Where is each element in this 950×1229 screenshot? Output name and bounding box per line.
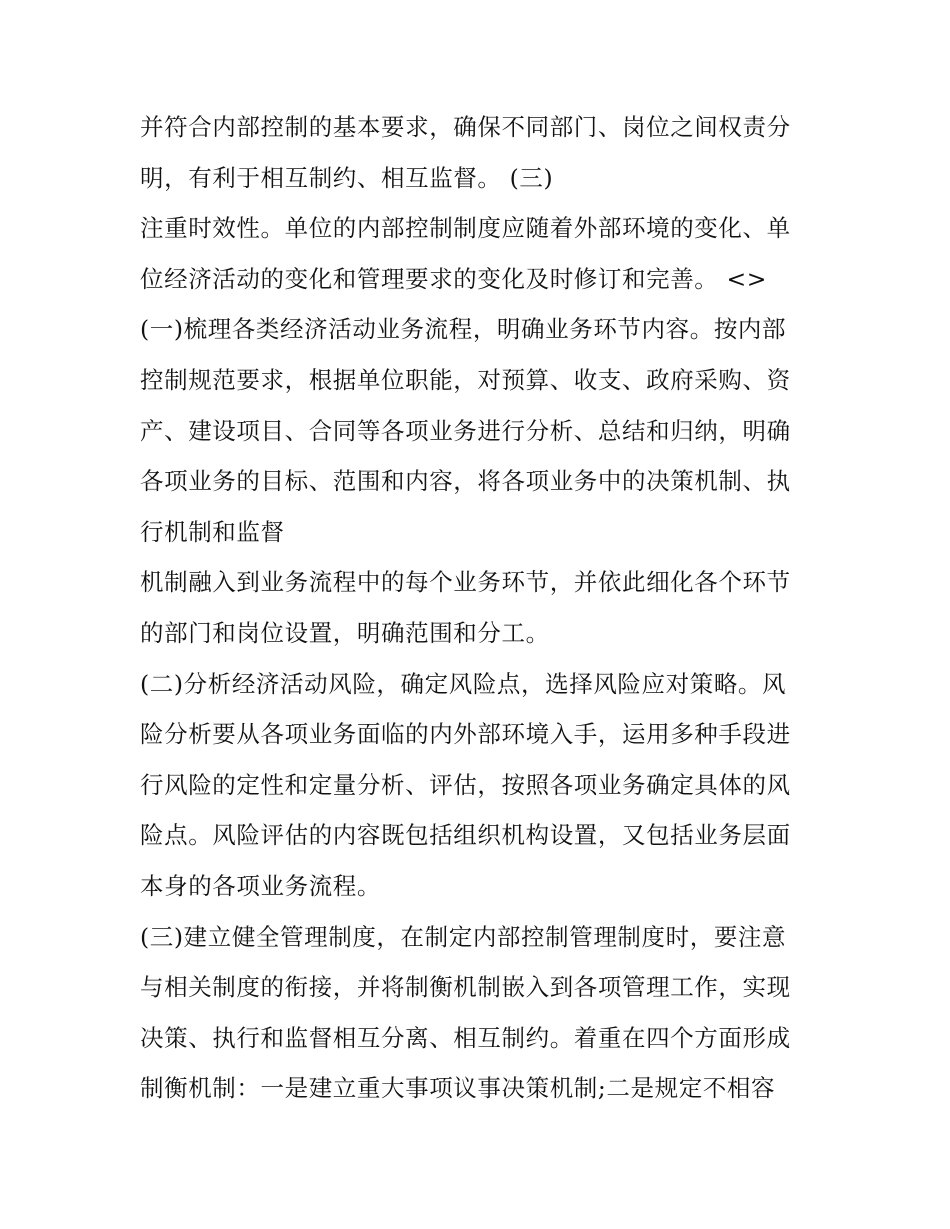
- text-line: (三)建立健全管理制度，在制定内部控制管理制度时，要注意: [140, 922, 787, 951]
- text-line: 行风险的定性和定量分析、评估，按照各项业务确定具体的风: [140, 770, 791, 799]
- text-line: 制衡机制：一是建立重大事项议事决策机制;二是规定不相容: [140, 1074, 776, 1103]
- text-line: 机制融入到业务流程中的每个业务环节，并依此细化各个环节: [140, 568, 791, 597]
- text-line: 各项业务的目标、范围和内容，将各项业务中的决策机制、执: [140, 467, 791, 496]
- text-line: 险分析要从各项业务面临的内外部环境入手，运用多种手段进: [140, 720, 791, 749]
- text-line: 的部门和岗位设置，明确范围和分工。: [140, 618, 550, 647]
- text-line: 明，有利于相互制约、相互监督。 (三): [140, 163, 554, 192]
- text-line: 并符合内部控制的基本要求，确保不同部门、岗位之间权责分: [140, 113, 791, 141]
- text-line: 注重时效性。单位的内部控制制度应随着外部环境的变化、单: [140, 214, 791, 243]
- text-line: (二)分析经济活动风险，确定风险点，选择风险应对策略。风: [140, 669, 787, 698]
- text-line: 行机制和监督: [140, 517, 285, 546]
- text-line: 位经济活动的变化和管理要求的变化及时修订和完善。 <>: [140, 264, 768, 293]
- text-line: 本身的各项业务流程。: [140, 871, 381, 900]
- document-body: [140, 102, 820, 1114]
- text-line: 产、建设项目、合同等各项业务进行分析、总结和归纳，明确: [140, 416, 791, 445]
- text-line: (一)梳理各类经济活动业务流程，明确业务环节内容。按内部: [140, 315, 787, 344]
- text-line: 控制规范要求，根据单位职能，对预算、收支、政府采购、资: [140, 365, 791, 394]
- text-line: 险点。风险评估的内容既包括组织机构设置，又包括业务层面: [140, 821, 791, 850]
- text-line: 与相关制度的衔接，并将制衡机制嵌入到各项管理工作，实现: [140, 973, 791, 1002]
- text-line: 决策、执行和监督相互分离、相互制约。着重在四个方面形成: [140, 1023, 791, 1052]
